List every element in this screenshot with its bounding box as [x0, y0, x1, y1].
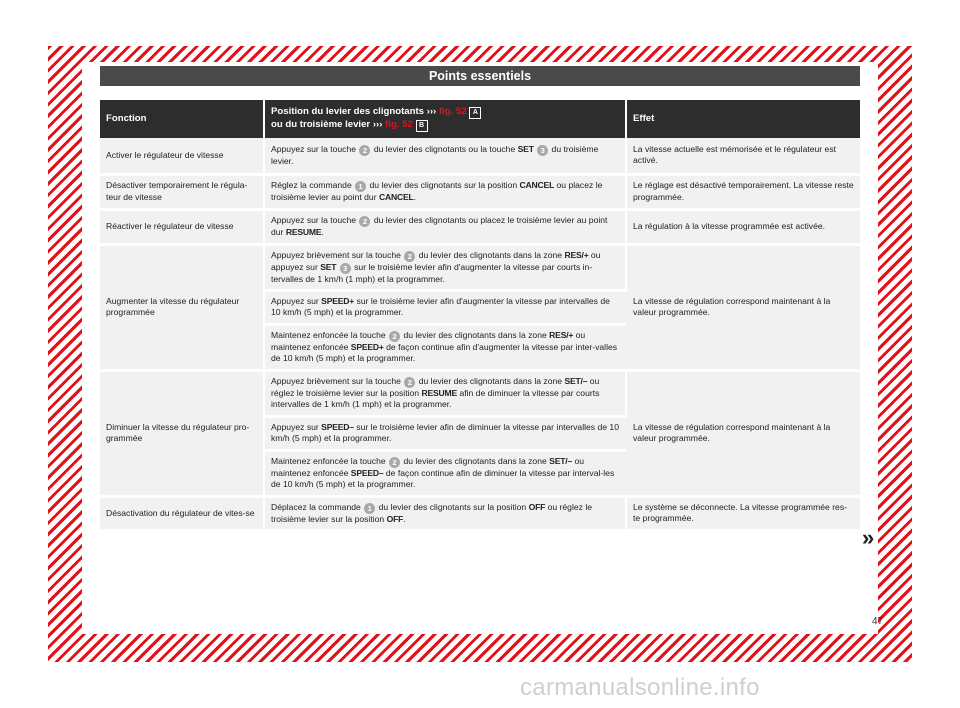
key-label: SPEED–	[350, 468, 384, 478]
cell-effet: La régulation à la vitesse programmée est activée.	[626, 209, 860, 244]
text: ou appuyez sur	[271, 249, 601, 272]
cell-fonction: Réactiver le régulateur de vitesse	[100, 209, 264, 244]
header-effet: Effet	[626, 100, 860, 138]
text: sur le troisième levier afin de diminuer la vitesse par intervalles de 10 km/h (5 mph) et la programmer.	[271, 422, 619, 444]
text: du levier des clignotants dans la zone	[418, 376, 563, 386]
text: .	[413, 191, 416, 202]
table-row	[100, 138, 860, 174]
chevron-icon: ›››	[372, 119, 383, 130]
cell-position	[264, 174, 626, 209]
figure-link-b[interactable]: fig. 52	[385, 119, 413, 130]
cell-position	[264, 209, 626, 244]
text: Appuyez sur	[271, 422, 319, 432]
cell-position	[264, 244, 626, 290]
table-header-row	[100, 100, 860, 138]
label-a-icon: A	[469, 107, 481, 119]
text: du levier des clignotants sur la position	[369, 179, 518, 190]
cell-fonction: Activer le régulateur de vitesse	[100, 138, 264, 174]
number-badge: 2	[359, 145, 370, 156]
cell-position	[264, 496, 626, 530]
text: Appuyez sur la touche	[271, 143, 357, 154]
text: Appuyez brièvement sur la touche	[271, 376, 401, 386]
text: du levier des clignotants dans la zone	[418, 249, 563, 260]
text: du levier des clignotants dans la zone	[403, 330, 547, 340]
header-position-line1: Position du levier des clignotants	[271, 106, 424, 117]
text: du levier des clignotants ou la touche	[373, 143, 516, 154]
text: Réglez la commande	[271, 179, 352, 190]
text: du troisième levier.	[271, 143, 599, 166]
header-fonction: Fonction	[100, 100, 264, 138]
text: Maintenez enfoncée la touche	[271, 330, 386, 340]
watermark: carmanualsonline.info	[520, 674, 760, 701]
cell-position	[264, 416, 626, 450]
cell-position	[264, 324, 626, 370]
number-badge: 3	[537, 145, 548, 156]
number-badge: 1	[355, 181, 366, 192]
number-badge: 1	[364, 503, 375, 514]
key-label: SPEED+	[321, 296, 355, 306]
key-label: SET	[320, 261, 337, 272]
text: ou placez le troisième levier au point dur	[271, 179, 603, 202]
cell-fonction: Augmenter la vitesse du régulateur programmée	[100, 244, 264, 370]
cell-effet: Le système se déconnecte. La vitesse programmée res-te programmée.	[626, 496, 860, 530]
text: Maintenez enfoncée la touche	[271, 456, 386, 466]
text: sur le troisième levier afin d'augmenter la vitesse par intervalles de 10 km/h (5 mph) et la programmer.	[271, 296, 610, 318]
text: du levier des clignotants sur la position	[378, 501, 527, 512]
key-label: SPEED–	[321, 422, 354, 432]
cell-position	[264, 450, 626, 496]
key-label: OFF	[386, 513, 404, 524]
text: .	[321, 226, 324, 237]
header-position	[264, 100, 626, 138]
text: de façon continue afin d'augmenter la vitesse par inter-valles de 10 km/h (5 mph) et la programmer.	[271, 342, 618, 364]
cell-position	[264, 290, 626, 324]
key-label: RES/+	[549, 330, 574, 340]
text: Appuyez brièvement sur la touche	[271, 249, 401, 260]
key-label: CANCEL	[519, 179, 555, 190]
key-label: RESUME	[421, 388, 458, 398]
text: de façon continue afin de diminuer la vitesse par interval-les de 10 km/h (5 mph) et la programmer.	[271, 468, 615, 490]
function-table	[100, 100, 860, 532]
key-label: CANCEL	[378, 191, 414, 202]
text: .	[403, 513, 406, 524]
cell-fonction: Diminuer la vitesse du régulateur pro-grammée	[100, 370, 264, 496]
table-row	[100, 209, 860, 244]
number-badge: 2	[389, 331, 400, 342]
page-number: 47	[872, 616, 884, 627]
text: du levier des clignotants ou placez le troisième levier au point dur	[271, 214, 608, 237]
figure-link-a[interactable]: fig. 52	[438, 106, 467, 117]
number-badge: 2	[404, 251, 415, 262]
table-row	[100, 496, 860, 530]
text: ou maintenez enfoncée	[271, 330, 586, 352]
key-label: SET/–	[564, 376, 588, 386]
section-title: Points essentiels	[100, 66, 860, 86]
cell-effet: La vitesse de régulation correspond maintenant à la valeur programmée.	[626, 244, 860, 370]
continue-arrow-icon: »	[862, 525, 875, 550]
cell-effet: La vitesse actuelle est mémorisée et le régulateur est activé.	[626, 138, 860, 174]
table-row	[100, 370, 860, 416]
cell-fonction: Désactiver temporairement le régula-teur de vitesse	[100, 174, 264, 209]
label-b-icon: B	[416, 120, 428, 132]
cell-fonction: Désactivation du régulateur de vites-se	[100, 496, 264, 530]
number-badge: 2	[389, 457, 400, 468]
text: sur le troisième levier afin d'augmenter la vitesse par courts in-tervalles de 1 km/h (1 mph) et la programmer.	[271, 261, 593, 284]
text: Déplacez la commande	[271, 501, 361, 512]
key-label: SET	[517, 143, 534, 154]
key-label: RESUME	[285, 226, 322, 237]
text: afin de diminuer la vitesse par courts intervalles de 1 km/h (1 mph) et la programmer.	[271, 388, 600, 410]
text: ou réglez le troisième levier sur la position	[271, 501, 593, 524]
chevron-icon: ›››	[426, 106, 437, 117]
key-label: SPEED+	[350, 342, 384, 352]
cell-effet: Le réglage est désactivé temporairement. La vitesse reste programmée.	[626, 174, 860, 209]
cell-position	[264, 138, 626, 174]
key-label: RES/+	[564, 249, 589, 260]
key-label: OFF	[528, 501, 546, 512]
table-row	[100, 174, 860, 209]
number-badge: 3	[340, 263, 351, 274]
number-badge: 2	[359, 216, 370, 227]
text: du levier des clignotants dans la zone	[403, 456, 547, 466]
key-label: SET/–	[549, 456, 573, 466]
text: Appuyez sur	[271, 296, 319, 306]
text: Appuyez sur la touche	[271, 214, 357, 225]
header-position-line2: ou du troisième levier	[271, 119, 371, 130]
text: ou réglez le troisième levier sur la position	[271, 376, 600, 398]
number-badge: 2	[404, 377, 415, 388]
cell-position	[264, 370, 626, 416]
cell-effet: La vitesse de régulation correspond maintenant à la valeur programmée.	[626, 370, 860, 496]
table-row	[100, 244, 860, 290]
text: ou maintenez enfoncée	[271, 456, 585, 478]
